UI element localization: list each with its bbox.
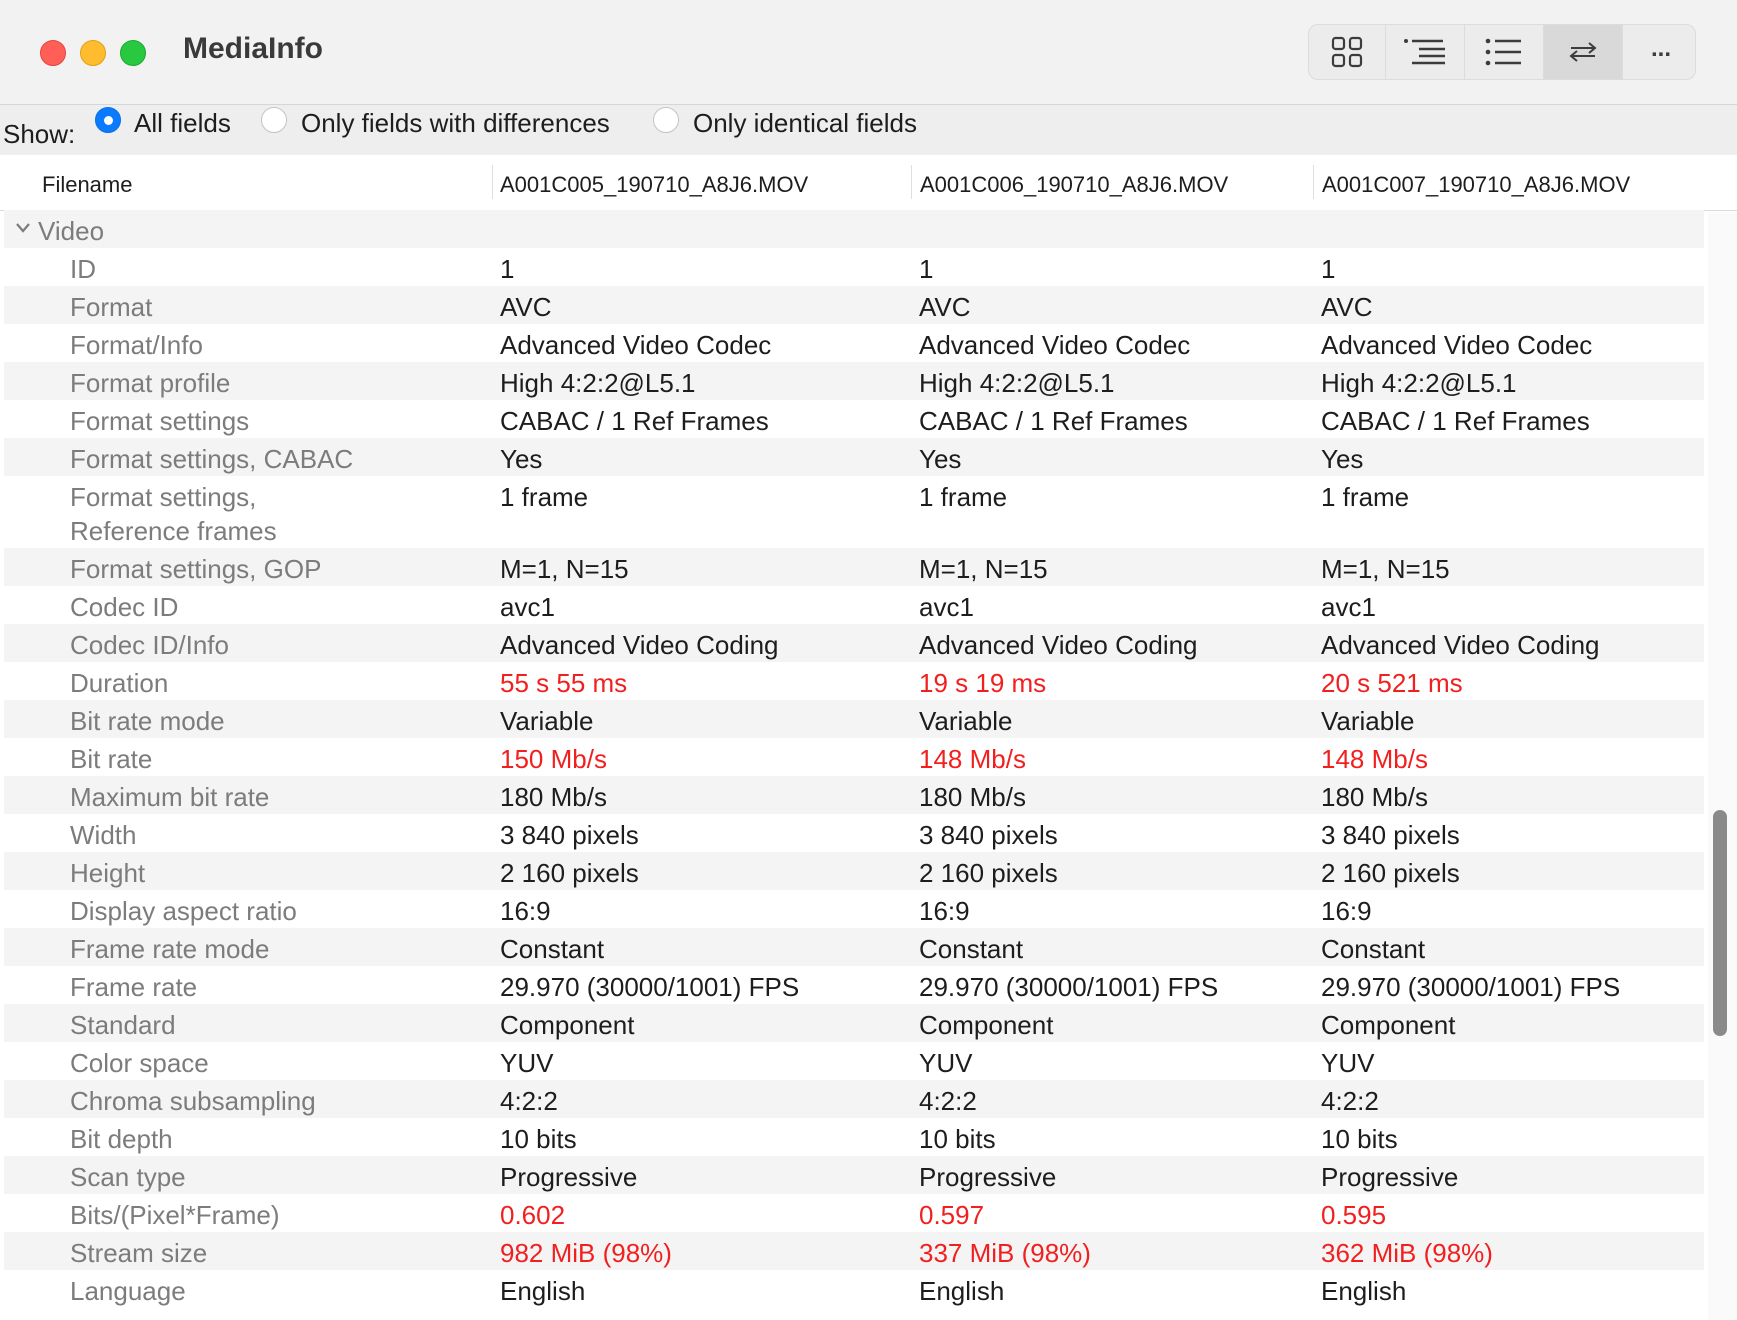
field-value-file-3: Yes <box>1321 444 1364 474</box>
table-row[interactable] <box>4 738 1704 776</box>
field-name: Color space <box>70 1048 209 1078</box>
field-value-file-1: M=1, N=15 <box>500 554 629 584</box>
field-value-file-1: 55 s 55 ms <box>500 668 628 698</box>
field-value-file-1: 1 <box>500 254 515 284</box>
field-value-file-1: Yes <box>500 444 543 474</box>
show-label: Show: <box>3 119 76 149</box>
field-value-file-3: 180 Mb/s <box>1321 782 1428 812</box>
table-row[interactable] <box>4 700 1704 738</box>
field-value-file-2: Advanced Video Coding <box>919 630 1198 660</box>
field-value-file-1: 4:2:2 <box>500 1086 558 1116</box>
field-value-file-3: 16:9 <box>1321 896 1372 926</box>
table-row[interactable] <box>4 586 1704 624</box>
column-header-file-1[interactable]: A001C005_190710_A8J6.MOV <box>500 172 809 197</box>
list-view-icon <box>1485 38 1523 66</box>
field-name: Bit rate <box>70 744 153 774</box>
field-value-file-3: M=1, N=15 <box>1321 554 1450 584</box>
table-header <box>0 155 1737 211</box>
table-row[interactable] <box>4 662 1704 700</box>
tree-view-icon <box>1403 38 1447 66</box>
field-value-file-1: 1 frame <box>500 482 589 512</box>
field-name: Format/Info <box>70 330 203 360</box>
table-row[interactable] <box>4 890 1704 928</box>
field-value-file-2: 1 <box>919 254 934 284</box>
field-value-file-1: 3 840 pixels <box>500 820 639 850</box>
field-value-file-2: 0.597 <box>919 1200 985 1230</box>
field-value-file-1: Variable <box>500 706 594 736</box>
table-row[interactable] <box>4 1232 1704 1270</box>
field-value-file-1: 2 160 pixels <box>500 858 639 888</box>
field-value-file-2: 4:2:2 <box>919 1086 977 1116</box>
window-title: MediaInfo <box>183 32 323 65</box>
scrollbar-thumb[interactable] <box>1713 810 1727 1036</box>
field-name: Format settings, CABAC <box>70 444 354 474</box>
field-value-file-1: 180 Mb/s <box>500 782 607 812</box>
field-name: Format settings, <box>70 482 257 512</box>
table-row[interactable] <box>4 1270 1704 1308</box>
field-value-file-2: Advanced Video Codec <box>919 330 1191 360</box>
field-value-file-1: Advanced Video Coding <box>500 630 779 660</box>
field-value-file-2: 16:9 <box>919 896 970 926</box>
info-table-body <box>4 210 1704 1308</box>
tree-view-button[interactable] <box>1386 25 1465 79</box>
table-row[interactable] <box>4 362 1704 400</box>
column-separator <box>911 165 912 199</box>
field-value-file-1: Progressive <box>500 1162 638 1192</box>
minimize-window-button[interactable] <box>80 40 106 66</box>
section-row-video[interactable] <box>4 210 1704 248</box>
field-value-file-1: YUV <box>500 1048 554 1078</box>
field-value-file-2: M=1, N=15 <box>919 554 1048 584</box>
field-value-file-2: 19 s 19 ms <box>919 668 1047 698</box>
column-header-file-2[interactable]: A001C006_190710_A8J6.MOV <box>920 172 1229 197</box>
field-value-file-2: English <box>919 1276 1005 1306</box>
field-name: Display aspect ratio <box>70 896 297 926</box>
field-value-file-3: Component <box>1321 1010 1456 1040</box>
field-value-file-3: 29.970 (30000/1001) FPS <box>1321 972 1621 1002</box>
section-title: Video <box>38 216 105 246</box>
field-value-file-3: English <box>1321 1276 1407 1306</box>
field-value-file-2: 1 frame <box>919 482 1008 512</box>
field-name: Frame rate <box>70 972 198 1002</box>
field-value-file-1: High 4:2:2@L5.1 <box>500 368 696 398</box>
view-toolbar <box>1308 24 1696 80</box>
compare-view-icon <box>1568 41 1598 63</box>
field-name: Duration <box>70 668 169 698</box>
field-value-file-1: Component <box>500 1010 635 1040</box>
field-value-file-2: Component <box>919 1010 1054 1040</box>
field-value-file-1: AVC <box>500 292 552 322</box>
field-value-file-3: Variable <box>1321 706 1415 736</box>
field-value-file-2: High 4:2:2@L5.1 <box>919 368 1115 398</box>
table-row[interactable] <box>4 438 1704 476</box>
field-value-file-1: 16:9 <box>500 896 551 926</box>
field-value-file-2: Variable <box>919 706 1013 736</box>
table-row[interactable] <box>4 1080 1704 1118</box>
field-value-file-3: 362 MiB (98%) <box>1321 1238 1493 1268</box>
table-row[interactable] <box>4 928 1704 966</box>
field-value-file-3: 10 bits <box>1321 1124 1398 1154</box>
field-name: Standard <box>70 1010 176 1040</box>
field-value-file-2: Progressive <box>919 1162 1057 1192</box>
radio-all-fields[interactable] <box>95 107 121 133</box>
field-value-file-2: CABAC / 1 Ref Frames <box>919 406 1188 436</box>
field-value-file-3: Advanced Video Coding <box>1321 630 1600 660</box>
table-row[interactable] <box>4 286 1704 324</box>
field-value-file-2: 148 Mb/s <box>919 744 1026 774</box>
column-header-file-3[interactable]: A001C007_190710_A8J6.MOV <box>1322 172 1631 197</box>
table-row[interactable] <box>4 1118 1704 1156</box>
field-value-file-1: 10 bits <box>500 1124 577 1154</box>
table-row[interactable] <box>4 852 1704 890</box>
field-value-file-1: avc1 <box>500 592 555 622</box>
field-name: ID <box>70 254 96 284</box>
field-value-file-1: 0.602 <box>500 1200 566 1230</box>
table-row[interactable] <box>4 548 1704 586</box>
table-row[interactable] <box>4 1194 1704 1232</box>
field-name: Bit depth <box>70 1124 173 1154</box>
zoom-window-button[interactable] <box>120 40 146 66</box>
compare-view-button[interactable] <box>1544 25 1623 79</box>
table-row[interactable] <box>4 1004 1704 1042</box>
field-name-continued: Reference frames <box>70 516 277 546</box>
title-bar <box>0 0 1737 105</box>
close-window-button[interactable] <box>40 40 66 66</box>
field-value-file-3: 2 160 pixels <box>1321 858 1460 888</box>
field-name: Format profile <box>70 368 231 398</box>
field-value-file-1: 982 MiB (98%) <box>500 1238 672 1268</box>
field-name: Frame rate mode <box>70 934 270 964</box>
field-value-file-3: YUV <box>1321 1048 1375 1078</box>
field-value-file-2: 3 840 pixels <box>919 820 1058 850</box>
column-separator <box>1313 165 1314 199</box>
radio-only-differences[interactable] <box>261 107 287 133</box>
table-row[interactable] <box>4 1042 1704 1080</box>
table-row[interactable] <box>4 966 1704 1004</box>
field-value-file-3: 148 Mb/s <box>1321 744 1428 774</box>
radio-all-fields-label[interactable]: All fields <box>134 108 231 138</box>
table-row[interactable] <box>4 1156 1704 1194</box>
field-value-file-2: Constant <box>919 934 1024 964</box>
field-name: Format settings <box>70 406 250 436</box>
more-icon: ... <box>1650 35 1671 62</box>
field-value-file-2: 2 160 pixels <box>919 858 1058 888</box>
field-value-file-2: Yes <box>919 444 962 474</box>
field-name: Stream size <box>70 1238 208 1268</box>
list-view-button[interactable] <box>1465 25 1544 79</box>
field-value-file-3: Constant <box>1321 934 1426 964</box>
field-name: Scan type <box>70 1162 186 1192</box>
more-button[interactable] <box>1623 25 1696 79</box>
field-value-file-3: High 4:2:2@L5.1 <box>1321 368 1517 398</box>
field-value-file-3: Progressive <box>1321 1162 1459 1192</box>
table-row[interactable] <box>4 776 1704 814</box>
field-value-file-1: CABAC / 1 Ref Frames <box>500 406 769 436</box>
field-value-file-1: Constant <box>500 934 605 964</box>
field-name: Bits/(Pixel*Frame) <box>70 1200 280 1230</box>
field-name: Language <box>70 1276 186 1306</box>
field-value-file-3: 20 s 521 ms <box>1321 668 1463 698</box>
radio-only-differences-label[interactable]: Only fields with differences <box>301 108 610 138</box>
field-value-file-3: 3 840 pixels <box>1321 820 1460 850</box>
field-value-file-2: 180 Mb/s <box>919 782 1026 812</box>
field-value-file-2: AVC <box>919 292 971 322</box>
field-name: Maximum bit rate <box>70 782 270 812</box>
table-row[interactable] <box>4 324 1704 362</box>
field-value-file-2: YUV <box>919 1048 973 1078</box>
field-value-file-2: avc1 <box>919 592 974 622</box>
column-header-filename[interactable]: Filename <box>42 172 133 197</box>
field-value-file-3: avc1 <box>1321 592 1376 622</box>
field-value-file-1: 29.970 (30000/1001) FPS <box>500 972 800 1002</box>
field-name: Codec ID <box>70 592 179 622</box>
field-value-file-2: 337 MiB (98%) <box>919 1238 1091 1268</box>
field-value-file-3: Advanced Video Codec <box>1321 330 1593 360</box>
field-value-file-2: 29.970 (30000/1001) FPS <box>919 972 1219 1002</box>
field-value-file-2: 10 bits <box>919 1124 996 1154</box>
field-name: Format <box>70 292 153 322</box>
field-name: Width <box>70 820 137 850</box>
grid-view-button[interactable] <box>1309 25 1386 79</box>
field-name: Bit rate mode <box>70 706 225 736</box>
field-value-file-1: Advanced Video Codec <box>500 330 772 360</box>
field-value-file-3: 4:2:2 <box>1321 1086 1379 1116</box>
table-row[interactable] <box>4 814 1704 852</box>
field-value-file-3: 0.595 <box>1321 1200 1387 1230</box>
table-row[interactable] <box>4 476 1704 548</box>
radio-only-identical-label[interactable]: Only identical fields <box>693 108 917 138</box>
table-row[interactable] <box>4 624 1704 662</box>
field-value-file-1: English <box>500 1276 586 1306</box>
vertical-scrollbar[interactable] <box>1708 212 1737 1320</box>
field-value-file-3: 1 <box>1321 254 1336 284</box>
field-name: Height <box>70 858 146 888</box>
field-name: Chroma subsampling <box>70 1086 316 1116</box>
column-separator <box>492 165 493 199</box>
table-row[interactable] <box>4 400 1704 438</box>
grid-view-icon <box>1331 36 1363 68</box>
field-name: Codec ID/Info <box>70 630 229 660</box>
field-name: Format settings, GOP <box>70 554 322 584</box>
radio-only-identical[interactable] <box>653 107 679 133</box>
field-value-file-3: AVC <box>1321 292 1373 322</box>
field-value-file-3: 1 frame <box>1321 482 1410 512</box>
table-row[interactable] <box>4 248 1704 286</box>
chevron-down-icon[interactable] <box>14 221 32 235</box>
field-value-file-3: CABAC / 1 Ref Frames <box>1321 406 1590 436</box>
field-value-file-1: 150 Mb/s <box>500 744 607 774</box>
